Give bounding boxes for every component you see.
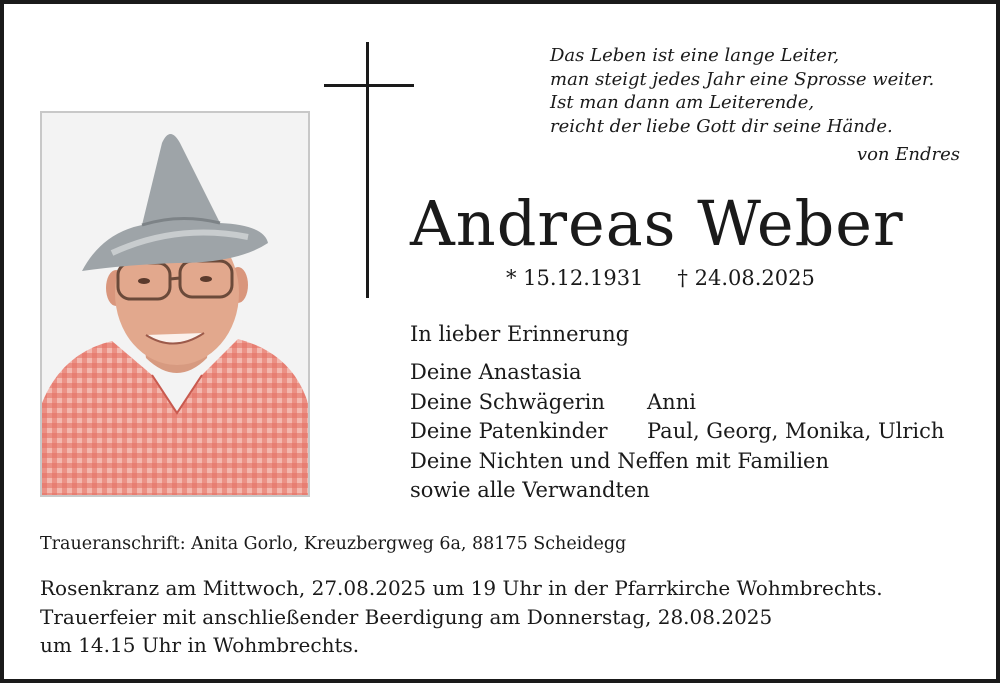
cross-icon-beam (324, 84, 414, 87)
mourner-names: Anni (647, 389, 696, 414)
funeral-events (40, 574, 883, 660)
birth-date: * 15.12.1931 (506, 266, 644, 290)
event-line: Trauerfeier mit anschließender Beerdigung am Donnerstag, 28.08.2025 (40, 604, 773, 629)
poem-line: Ist man dann am Leiterende, (550, 92, 815, 113)
memory-text: In lieber Erinnerung (410, 322, 630, 346)
mourner-row (410, 388, 944, 418)
mourner-row (410, 476, 944, 506)
death-date: † 24.08.2025 (677, 266, 815, 290)
life-dates (506, 266, 815, 290)
portrait-image (42, 113, 308, 495)
poem-line: Das Leben ist eine lange Leiter, (550, 45, 840, 66)
event-line: Rosenkranz am Mittwoch, 27.08.2025 um 19 Uhr in der Pfarrkirche Wohmbrechts. (40, 576, 883, 600)
cross-icon (366, 42, 369, 298)
poem-line: reicht der liebe Gott dir seine Hände. (550, 115, 893, 137)
mourners-list (410, 358, 944, 506)
mourner-role: sowie alle Verwandten (410, 478, 650, 502)
poem-author: von Endres (856, 144, 960, 165)
portrait-photo (40, 111, 310, 497)
deceased-name: Andreas Weber (410, 187, 904, 260)
mourner-row (410, 447, 944, 477)
mourner-row (410, 358, 944, 388)
mourner-names: Paul, Georg, Monika, Ulrich (647, 419, 945, 443)
event-line: um 14.15 Uhr in Wohmbrechts. (40, 633, 360, 657)
mourning-address: Traueranschrift: Anita Gorlo, Kreuzbergweg 6a, 88175 Scheidegg (40, 534, 627, 554)
mourner-role: Deine Anastasia (410, 360, 582, 384)
poem (550, 44, 970, 138)
poem-line: man steigt jedes Jahr eine Sprosse weiter. (550, 68, 935, 90)
mourner-row (410, 417, 944, 447)
mourner-role: Deine Schwägerin (410, 389, 605, 414)
mourner-role: Deine Patenkinder (410, 419, 608, 443)
mourner-role: Deine Nichten und Neffen mit Familien (410, 448, 829, 473)
